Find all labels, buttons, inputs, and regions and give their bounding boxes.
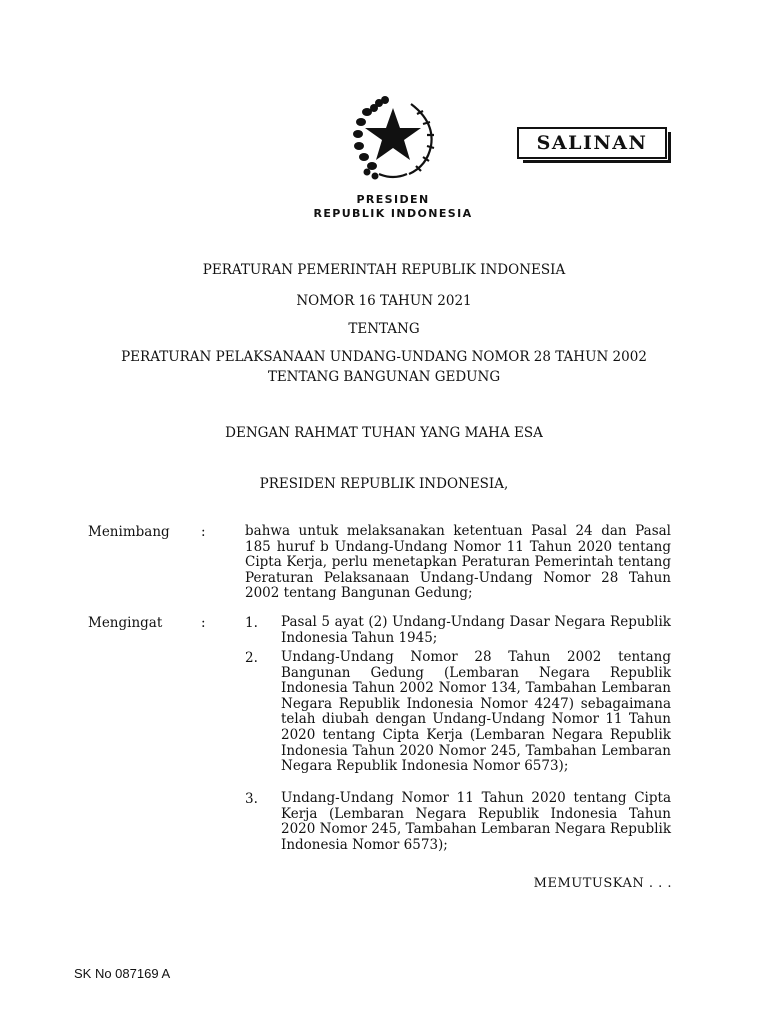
sk-number: SK No 087169 A bbox=[74, 966, 171, 981]
mengingat-item-2-number: 2. bbox=[245, 650, 258, 666]
menimbang-label: Menimbang bbox=[88, 524, 170, 540]
president-caption-line2: REPUBLIK INDONESIA bbox=[313, 207, 473, 220]
salinan-stamp: SALINAN bbox=[517, 127, 667, 159]
president-caption-line1: PRESIDEN bbox=[356, 193, 430, 206]
invocation: DENGAN RAHMAT TUHAN YANG MAHA ESA bbox=[225, 425, 543, 441]
mengingat-label: Mengingat bbox=[88, 615, 163, 631]
document-tentang: TENTANG bbox=[348, 321, 420, 337]
garuda-emblem-icon bbox=[343, 88, 443, 188]
menimbang-text: bahwa untuk melaksanakan ketentuan Pasal 24 dan Pasal 185 huruf b Undang-Undang Nomor 11 Tahun 2020 tentang Cipta Kerja, perlu menetapkan Peraturan Pemerintah tentang Peraturan Pelaksanaan Undang-Undang Nomor 28 Tahun 2002 tentang Bangunan Gedung; bbox=[245, 523, 671, 602]
president-heading: PRESIDEN REPUBLIK INDONESIA, bbox=[259, 476, 509, 492]
mengingat-item-1-number: 1. bbox=[245, 615, 258, 631]
mengingat-item-2-text: Undang-Undang Nomor 28 Tahun 2002 tentang Bangunan Gedung (Lembaran Negara Republik Indonesia Tahun 2002 Nomor 134, Tambahan Lembaran Negara Republik Indonesia Nomor 4247) sebagaimana telah diubah dengan Undang-Undang Nomor 11 Tahun 2020 tentang Cipta Kerja (Lembaran Negara Republik Indonesia Tahun 2020 Nomor 245, Tambahan Lembaran Negara Republik Indonesia Nomor 6573); bbox=[281, 649, 671, 775]
document-subject-line2: TENTANG BANGUNAN GEDUNG bbox=[267, 369, 501, 385]
mengingat-colon: : bbox=[201, 615, 206, 631]
document-title: PERATURAN PEMERINTAH REPUBLIK INDONESIA bbox=[202, 262, 566, 278]
mengingat-item-3-number: 3. bbox=[245, 791, 258, 807]
document-number: NOMOR 16 TAHUN 2021 bbox=[296, 293, 472, 309]
continuation-marker: MEMUTUSKAN . . . bbox=[533, 876, 672, 891]
document-subject-line1: PERATURAN PELAKSANAAN UNDANG-UNDANG NOMOR 28 TAHUN 2002 bbox=[121, 349, 647, 365]
mengingat-item-1-text: Pasal 5 ayat (2) Undang-Undang Dasar Negara Republik Indonesia Tahun 1945; bbox=[281, 614, 671, 646]
mengingat-item-3-text: Undang-Undang Nomor 11 Tahun 2020 tentang Cipta Kerja (Lembaran Negara Republik Indonesia Tahun 2020 Nomor 245, Tambahan Lembaran Negara Republik Indonesia Nomor 6573); bbox=[281, 790, 672, 853]
menimbang-colon: : bbox=[201, 524, 206, 540]
